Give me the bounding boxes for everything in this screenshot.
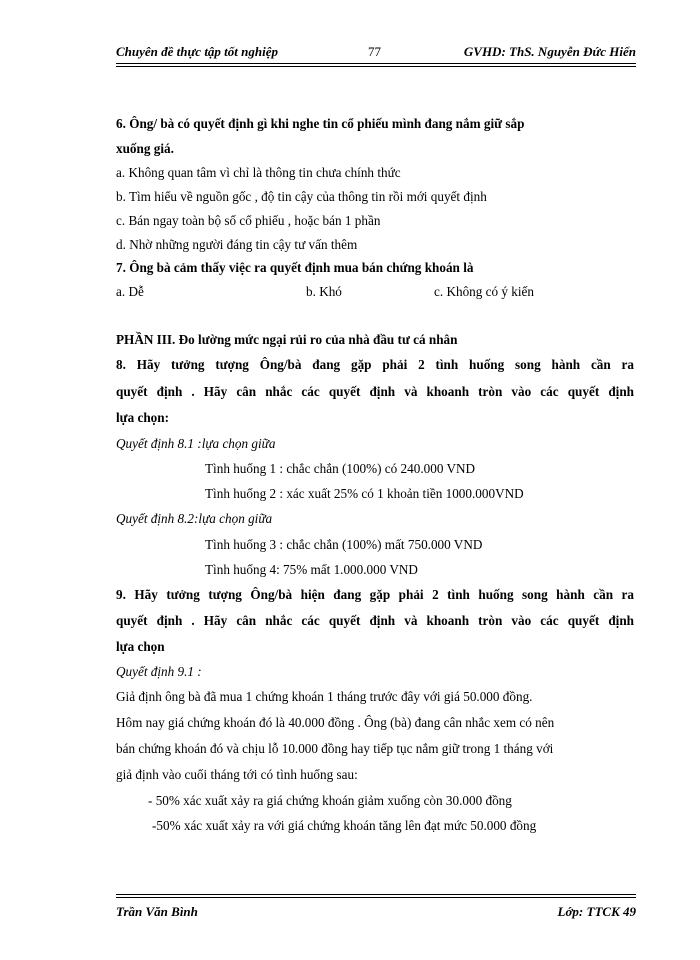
scenario-down: - 50% xác xuất xảy ra giá chứng khoán giảm xuống còn 30.000 đồng — [148, 793, 512, 808]
decision-8-1: Quyết định 8.1 :lựa chọn giữa — [116, 436, 276, 451]
q8-line1: 8. Hãy tưởng tượng Ông/bà đang gặp phải 2 tình huống song hành cần ra — [116, 357, 634, 372]
footer-class: Lớp: TTCK 49 — [557, 904, 636, 919]
decision-9-1: Quyết định 9.1 : — [116, 664, 202, 679]
q9-line2: quyết định . Hãy cân nhắc các quyết định và khoanh tròn vào các quyết định — [116, 613, 634, 628]
page-footer — [116, 904, 636, 924]
q9-paragraph-4: giả định vào cuối tháng tới có tình huống sau: — [116, 767, 358, 782]
header-left: Chuyên đề thực tập tốt nghiệp — [116, 44, 278, 59]
header-rule-2 — [116, 66, 636, 67]
header-rule — [116, 63, 636, 64]
q9-paragraph-1: Giả định ông bà đã mua 1 chứng khoán 1 tháng trước đây với giá 50.000 đồng. — [116, 689, 533, 704]
situation-3: Tình huống 3 : chắc chắn (100%) mất 750.000 VND — [205, 537, 483, 552]
part3-heading: PHẦN III. Đo lường mức ngại rủi ro của nhà đầu tư cá nhân — [116, 332, 458, 347]
footer-rule — [116, 894, 636, 895]
header-right: GVHD: ThS. Nguyễn Đức Hiển — [463, 44, 636, 59]
q6-line1: 6. Ông/ bà có quyết định gì khi nghe tin cổ phiếu mình đang nắm giữ sắp — [116, 116, 525, 131]
q7-title: 7. Ông bà cảm thấy việc ra quyết định mua bán chứng khoán là — [116, 260, 474, 275]
q8-line2: quyết định . Hãy cân nhắc các quyết định và khoanh tròn vào các quyết định — [116, 384, 634, 399]
q9-line1: 9. Hãy tưởng tượng Ông/bà hiện đang gặp phải 2 tình huống song hành cần ra — [116, 587, 634, 602]
q6-line2: xuống giá. — [116, 141, 174, 156]
q6-option-c: c. Bán ngay toàn bộ số cổ phiếu , hoặc bán 1 phần — [116, 213, 381, 228]
q9-paragraph-3: bán chứng khoán đó và chịu lỗ 10.000 đồng hay tiếp tục nắm giữ trong 1 tháng với — [116, 741, 554, 756]
q6-option-a: a. Không quan tâm vì chỉ là thông tin chưa chính thức — [116, 165, 401, 180]
decision-8-2: Quyết định 8.2:lựa chọn giữa — [116, 511, 273, 526]
q7-option-c: c. Không có ý kiến — [434, 284, 534, 299]
q6-option-b: b. Tìm hiểu về nguồn gốc , độ tin cậy của thông tin rồi mới quyết định — [116, 189, 487, 204]
q8-line3: lựa chọn: — [116, 410, 169, 425]
situation-2: Tình huống 2 : xác xuất 25% có 1 khoản tiền 1000.000VND — [205, 486, 524, 501]
q9-line3: lựa chọn — [116, 639, 165, 654]
footer-author: Trần Văn Bình — [116, 904, 198, 919]
q7-option-b: b. Khó — [306, 284, 342, 299]
page-header — [116, 42, 636, 64]
situation-1: Tình huống 1 : chắc chắn (100%) có 240.000 VND — [205, 461, 476, 476]
page-number: 77 — [368, 44, 381, 59]
q9-paragraph-2: Hôm nay giá chứng khoán đó là 40.000 đồng . Ông (bà) đang cân nhắc xem có nên — [116, 715, 555, 730]
q7-options — [116, 284, 636, 302]
footer-rule-2 — [116, 897, 636, 898]
q6-option-d: d. Nhờ những người đáng tin cậy tư vấn thêm — [116, 237, 358, 252]
scenario-up: -50% xác xuất xảy ra với giá chứng khoán tăng lên đạt mức 50.000 đồng — [152, 818, 537, 833]
situation-4: Tình huống 4: 75% mất 1.000.000 VND — [205, 562, 418, 577]
q7-option-a: a. Dễ — [116, 284, 144, 299]
